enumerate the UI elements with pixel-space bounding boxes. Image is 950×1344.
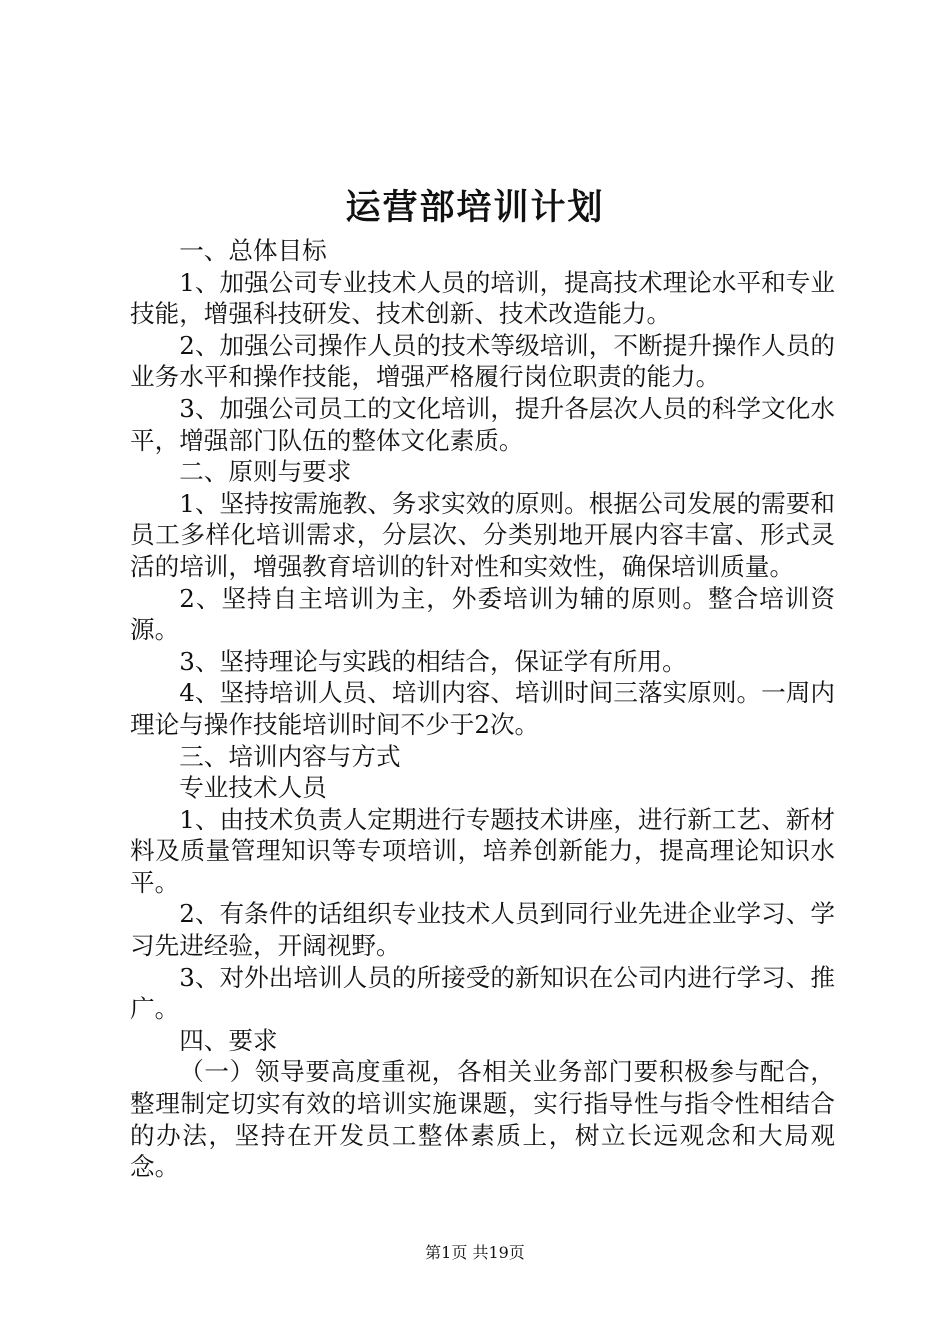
paragraph: 2、有条件的话组织专业技术人员到同行业先进企业学习、学习先进经验，开阔视野。	[130, 899, 835, 961]
paragraph: 2、加强公司操作人员的技术等级培训，不断提升操作人员的业务水平和操作技能，增强严格履行岗位职责的能力。	[130, 330, 835, 392]
heading-training-content: 三、培训内容与方式	[179, 741, 401, 771]
document-title: 运营部培训计划	[345, 187, 605, 228]
paragraph: 2、坚持自主培训为主，外委培训为辅的原则。整合培训资源。	[130, 583, 835, 645]
page-indicator: 第1页 共19页	[425, 1243, 525, 1262]
paragraph: 3、对外出培训人员的所接受的新知识在公司内进行学习、推广。	[130, 962, 835, 1024]
heading-principles: 二、原则与要求	[179, 457, 352, 487]
paragraph: 1、坚持按需施教、务求实效的原则。根据公司发展的需要和员工多样化培训需求，分层次、分类别地开展内容丰富、形式灵活的培训，增强教育培训的针对性和实效性，确保培训质量。	[130, 488, 835, 581]
subheading-technical-staff: 专业技术人员	[179, 773, 327, 803]
paragraph: 3、坚持理论与实践的相结合，保证学有所用。	[179, 646, 687, 676]
heading-requirements: 四、要求	[179, 1025, 278, 1055]
paragraph: （一）领导要高度重视，各相关业务部门要积极参与配合，整理制定切实有效的培训实施课题，实行指导性与指令性相结合的办法，坚持在开发员工整体素质上，树立长远观念和大局观念。	[130, 1057, 835, 1182]
heading-overall-goals: 一、总体目标	[179, 236, 327, 265]
paragraph: 3、加强公司员工的文化培训，提升各层次人员的科学文化水平，增强部门队伍的整体文化素质。	[130, 393, 835, 455]
paragraph: 4、坚持培训人员、培训内容、培训时间三落实原则。一周内理论与操作技能培训时间不少于2次。	[130, 678, 835, 739]
paragraph: 1、加强公司专业技术人员的培训，提高技术理论水平和专业技能，增强科技研发、技术创新、技术改造能力。	[130, 267, 835, 329]
document-body	[130, 235, 835, 1183]
paragraph: 1、由技术负责人定期进行专题技术讲座，进行新工艺、新材料及质量管理知识等专项培训，培养创新能力，提高理论知识水平。	[130, 804, 835, 897]
